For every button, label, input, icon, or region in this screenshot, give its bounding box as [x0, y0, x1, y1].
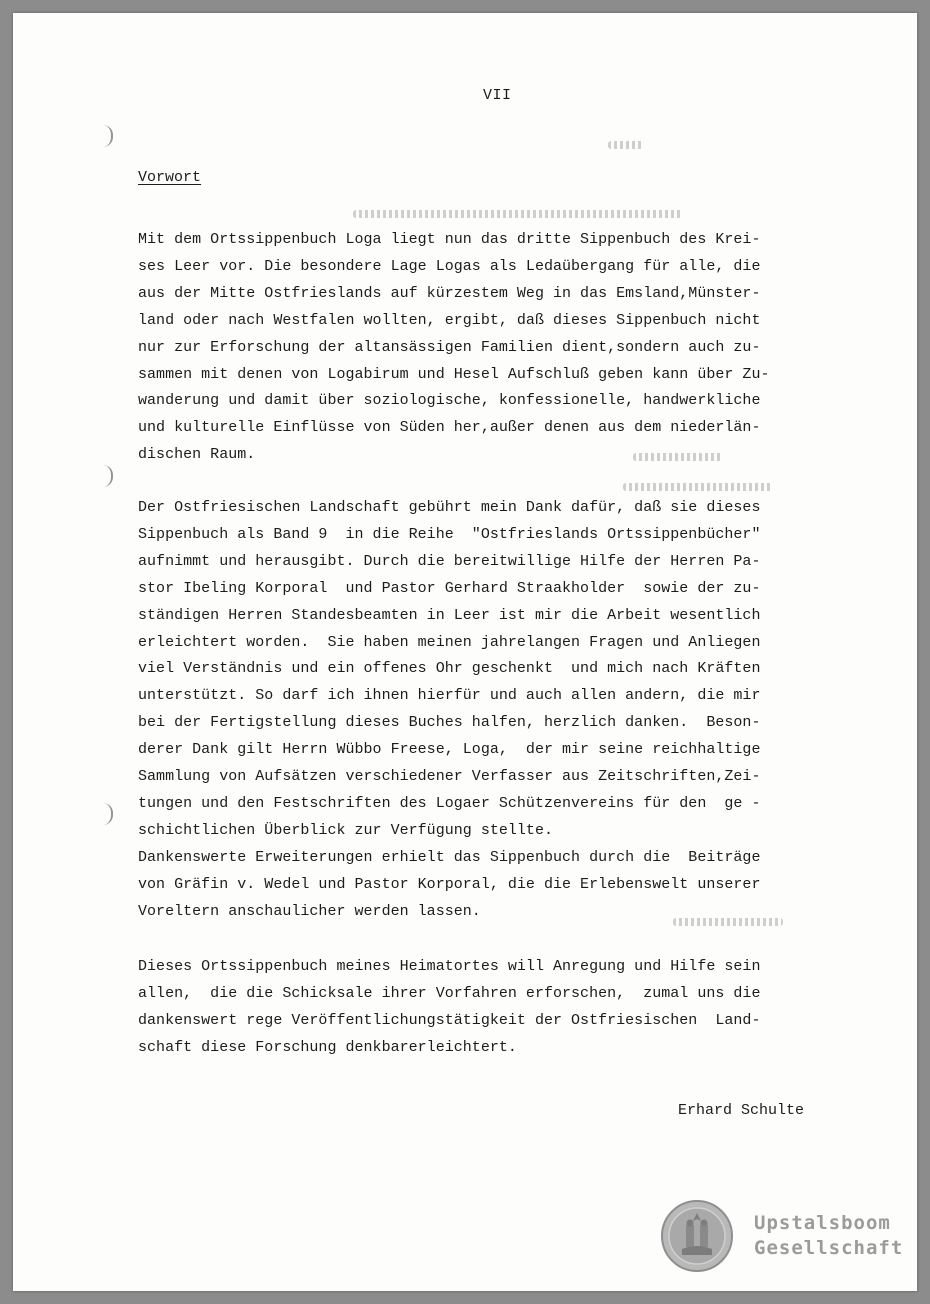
show-through-smudge	[623, 483, 773, 491]
author-signature: Erhard Schulte	[678, 1102, 805, 1119]
document-page	[13, 13, 917, 1291]
paragraph-intro: Mit dem Ortssippenbuch Loga liegt nun das dritte Sippenbuch des Krei- ses Leer vor. Die besondere Lage Logas als Ledaübergang für alle, die aus der Mitte Ostfrieslands auf kürzestem Weg in das Emsland,Münster- land oder nach Westfalen wollten, ergibt, daß dieses Sippenbuch nicht nur zur Erforschung der altansässigen Familien dient,sondern auch zu- sammen mit denen von Logabirum und Hesel Aufschluß geben kann über Zu- wanderung und damit über soziologische, konfessionelle, handwerkliche und kulturelle Einflüsse von Süden her,außer denen aus dem niederlän- dischen Raum.	[138, 231, 770, 464]
punch-hole-mark	[103, 803, 113, 825]
page-number: VII	[483, 87, 512, 104]
paragraph-acknowledgements: Der Ostfriesischen Landschaft gebührt mein Dank dafür, daß sie dieses Sippenbuch als Band 9 in die Reihe "Ostfrieslands Ortssippenbücher" aufnimmt und herausgibt. Durch die bereitwillige Hilfe der Herren Pa- stor Ibeling Korporal und Pastor Gerhard Straakholder sowie der zu- ständigen Herren Standesbeamten in Leer ist mir die Arbeit wesentlich erleichtert worden. Sie haben meinen jahrelangen Fragen und Anliegen viel Verständnis und ein offenes Ohr geschenkt und mich nach Kräften unterstützt. So darf ich ihnen hierfür und auch allen andern, die mir bei der Fertigstellung dieses Buches halfen, herzlich danken. Beson- derer Dank gilt Herrn Wübbo Freese, Loga, der mir seine reichhaltige Sammlung von Aufsätzen verschiedener Verfasser aus Zeitschriften,Zei- tungen und den Festschriften des Logaer Schützenvereins für den ge - schichtlichen Überblick zur Verfügung stellte. Dankenswerte Erweiterungen erhielt das Sippenbuch durch die Beiträge von Gräfin v. Wedel und Pastor Korporal, die die Erlebenswelt unserer Voreltern anschaulicher werden lassen.	[138, 499, 761, 920]
watermark-line-2: Gesellschaft	[754, 1237, 904, 1259]
watermark-line-1: Upstalsboom	[754, 1212, 891, 1234]
watermark-logo	[660, 1199, 903, 1273]
seal-icon	[660, 1199, 734, 1273]
show-through-smudge	[608, 141, 643, 149]
section-heading: Vorwort	[138, 169, 202, 186]
paragraph-closing: Dieses Ortssippenbuch meines Heimatortes will Anregung und Hilfe sein allen, die die Schicksale ihrer Vorfahren erforschen, zumal uns die dankenswert rege Veröffentlichungstätigkeit der Ostfriesischen Land- schaft diese Forschung denkbarerleichtert.	[138, 958, 761, 1056]
watermark-text	[754, 1211, 903, 1261]
punch-hole-mark	[103, 125, 113, 147]
show-through-smudge	[353, 210, 683, 218]
punch-hole-mark	[103, 465, 113, 487]
